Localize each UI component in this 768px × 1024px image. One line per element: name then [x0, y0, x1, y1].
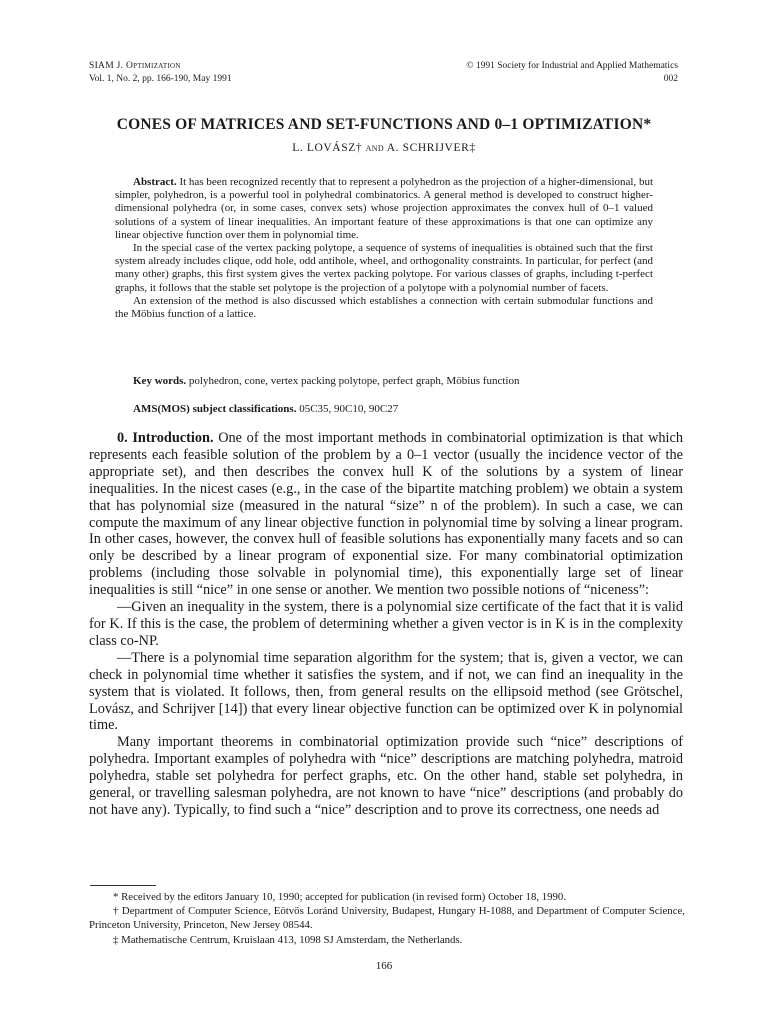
body-paragraph: —Given an inequality in the system, there is a polynomial size certificate of the fact that it is valid for K. If this is the case, the problem of determining whether a given vector is in K is in the complexity class co-NP.: [89, 599, 683, 649]
abstract: [115, 176, 653, 321]
keywords: [133, 375, 519, 387]
section-heading: 0. Introduction.: [117, 430, 214, 446]
footnote-affiliation-lovasz: † Department of Computer Science, Eötvös Loránd University, Budapest, Hungary H-1088, and Department of Computer Science, Princeton University, Princeton, New Jersey 08544.: [89, 905, 685, 932]
ams-codes: 05C35, 90C10, 90C27: [299, 403, 399, 415]
journal-name: SIAM J. Optimization: [89, 61, 181, 71]
footnote-affiliation-schrijver: ‡ Mathematische Centrum, Kruislaan 413, 1098 SJ Amsterdam, the Netherlands.: [113, 933, 463, 946]
footnote-rule: [90, 885, 156, 886]
abstract-label: Abstract.: [133, 176, 177, 188]
ams-label: AMS(MOS) subject classifications.: [133, 403, 297, 415]
page-number: 166: [375, 960, 393, 972]
body-paragraph: 0. Introduction. One of the most important methods in combinatorial optimization is that which represents each feasible solution of the problem by a 0–1 vector (usually the incidence vector of the appropriate set), and then describes the convex hull K of the solutions by a system of linear inequalities. In the nicest cases (e.g., in the case of the bipartite matching problem) we obtain a system that has polynomial size (measured in the natural “size” n of the problem). In such a case, we can compute the maximum of any linear objective function in polynomial time by solving a linear program. In other cases, however, the convex hull of feasible solutions has exponentially many facets and so can only be described by a linear program of exponential size. For many combinatorial optimization problems (including those solvable in polynomial time), this exponentially large set of linear inequalities is still “nice” in one sense or another. We mention two possible notions of “niceness”:: [89, 430, 684, 599]
article-code: 002: [663, 74, 678, 84]
subject-classifications: [133, 403, 398, 415]
body-paragraph: —There is a polynomial time separation algorithm for the system; that is, given a vector, we can check in polynomial time whether it satisfies the system, and if not, we can find an inequality in the system that is violated. It follows, then, from general results on the ellipsoid method (see Grötschel, Lovász, and Schrijver [14]) that every linear objective function can be optimized over K in polynomial time.: [89, 649, 683, 734]
abstract-paragraph: In the special case of the vertex packing polytope, a sequence of systems of inequalities is obtained such that the first system already includes clique, odd hole, odd antihole, wheel, and orthogonality constraints. In particular, for perfect (and many other) graphs, this first system gives the vertex packing polytope. For various classes of graphs, including t-perfect graphs, it follows that the stable set polytope is the projection of a polytope with a polynomial number of facets.: [115, 242, 653, 294]
footnote-received: * Received by the editors January 10, 1990; accepted for publication (in revised form) October 18, 1990.: [113, 891, 567, 903]
abstract-paragraph: An extension of the method is also discussed which establishes a connection with certain submodular functions and the Möbius function of a lattice.: [115, 294, 653, 321]
journal-volume: Vol. 1, No. 2, pp. 166-190, May 1991: [89, 74, 232, 84]
keywords-text: polyhedron, cone, vertex packing polytope, perfect graph, Möbius function: [188, 375, 520, 387]
author-conjunction: and: [365, 142, 384, 154]
copyright-notice: © 1991 Society for Industrial and Applied Mathematics: [466, 61, 678, 71]
body-paragraph: Many important theorems in combinatorial optimization provide such “nice” descriptions of polyhedra. Important examples of polyhedra with “nice” descriptions are matching polyhedra, matroid polyhedra, stable set polyhedra for perfect graphs, etc. On the other hand, stable set polyhedra, in general, or travelling salesman polyhedra, are not known to have “nice” descriptions (and probably do not have any). Typically, to find such a “nice” description and to prove its correctness, one needs ad: [89, 734, 683, 818]
author-schrijver: A. SCHRIJVER‡: [386, 142, 476, 154]
running-header-left: [89, 60, 232, 86]
footnotes: [89, 890, 685, 947]
keywords-label: Key words.: [133, 375, 187, 387]
author-line: [0, 142, 768, 154]
paper-title: CONES OF MATRICES AND SET-FUNCTIONS AND 0–1 OPTIMIZATION*: [116, 116, 652, 133]
abstract-paragraph: Abstract. It has been recognized recently that to represent a polyhedron as the projection of a higher-dimensional, but simpler, polyhedron, is a powerful tool in polyhedral combinatorics. A general method is developed to construct higher-dimensional polyhedra (or, in some cases, convex sets) whose projection approximates the convex hull of 0–1 valued solutions of a system of linear inequalities. An important feature of these approximations is that one can optimize any linear objective function over them in polynomial time.: [115, 176, 654, 241]
introduction-section: [89, 430, 683, 819]
running-header-right: [466, 60, 678, 86]
author-lovasz: L. LOVÁSZ†: [292, 142, 363, 154]
